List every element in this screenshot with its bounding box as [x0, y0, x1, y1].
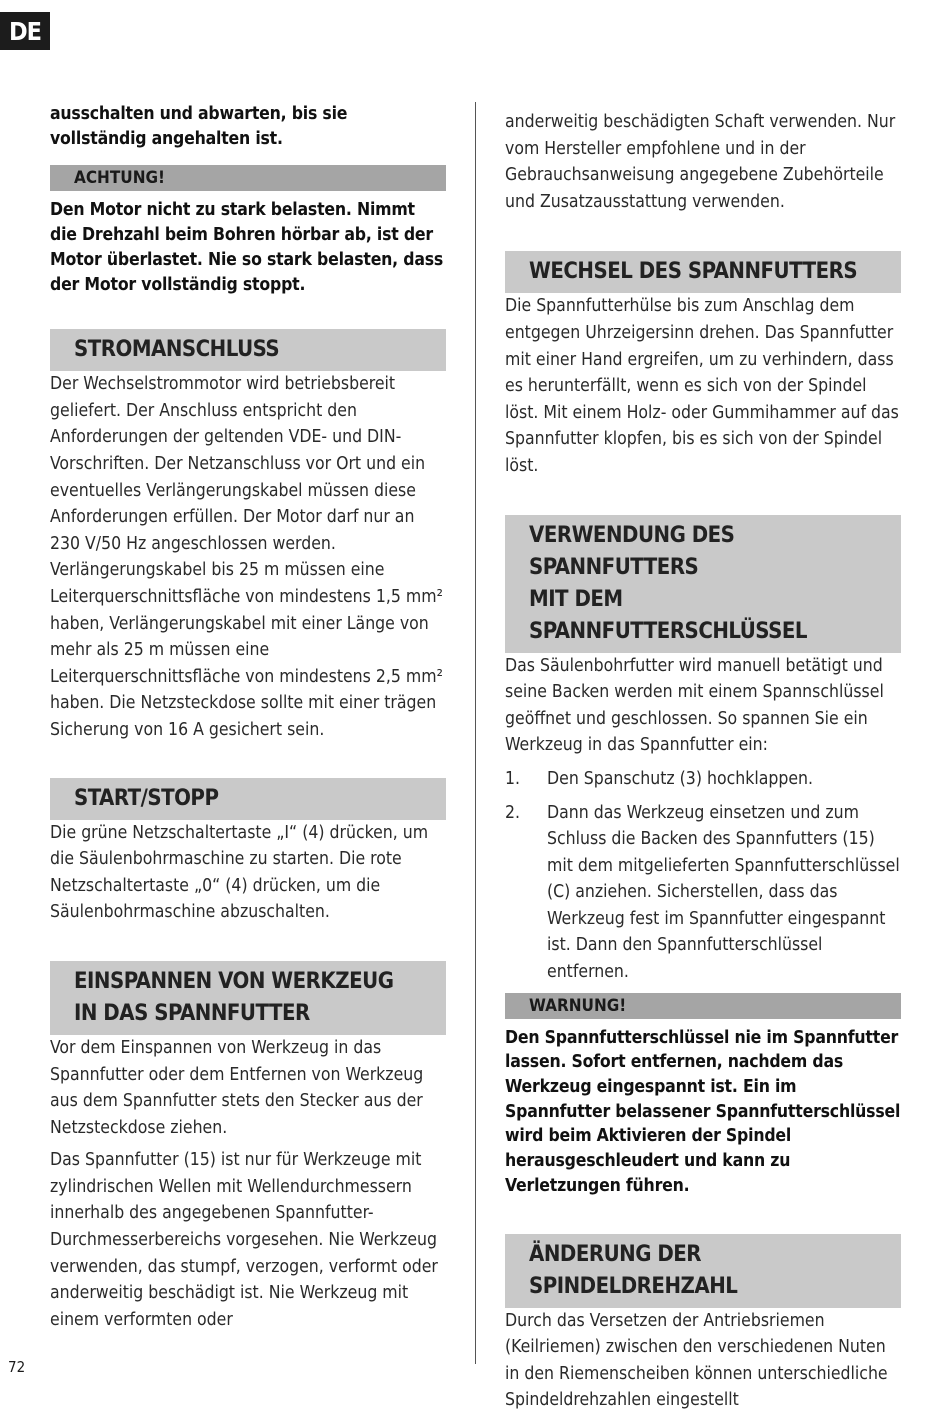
- language-tab: DE: [0, 12, 50, 50]
- continued-text: anderweitig beschädigten Schaft verwenden. Nur vom Hersteller empfohlene und in der Gebrauchsanweisung angegebene Zubehörteile und Zusatzausstattung verwenden.: [505, 112, 896, 212]
- step-text: Den Spanschutz (3) hochklappen.: [547, 768, 814, 789]
- step-number: 1.: [505, 768, 521, 789]
- column-divider: [475, 102, 476, 1364]
- aenderung-text: Durch das Versetzen der Antriebsriemen (Keilriemen) zwischen den verschiedenen Nuten in den Riemenscheiben können unterschiedliche Spindeldrehzahlen eingestellt: [505, 1310, 888, 1411]
- step-text: Dann das Werkzeug einsetzen und zum Schluss die Backen des Spannfutters (15) mit dem mitgelieferten Spannfutterschlüssel (C) anziehen. Sicherstellen, dass das Werkzeug fest im Spannfutter eingespannt ist. Dann den Spannfutterschlüssel entfernen.: [547, 802, 900, 983]
- verwendung-title-line-2: MIT DEM SPANNFUTTERSCHLÜSSEL: [529, 586, 807, 644]
- achtung-text: Den Motor nicht zu stark belasten. Nimmt die Drehzahl beim Bohren hörbar ab, ist der Motor überlastet. Nie so stark belasten, dass der Motor vollständig stoppt.: [50, 200, 444, 295]
- section-heading-aenderung: ÄNDERUNG DER SPINDELDREHZAHL: [505, 1234, 901, 1308]
- warnung-label: WARNUNG!: [505, 993, 901, 1019]
- warnung-text: Den Spannfutterschlüssel nie im Spannfutter lassen. Sofort entfernen, nachdem das Werkzeug eingespannt ist. Ein im Spannfutter belassener Spannfutterschlüssel wird beim Aktivieren der Spindel herausgeschleudert und kann zu Verletzungen führen.: [505, 1027, 901, 1196]
- verwendung-text: Das Säulenbohrfutter wird manuell betätigt und seine Backen werden mit einem Spannschlüssel geöffnet und geschlossen. So spannen Sie ein Werkzeug in das Spannfutter ein:: [505, 655, 884, 756]
- list-item: [505, 800, 901, 986]
- right-column: [505, 102, 901, 1414]
- verwendung-title-line-1: VERWENDUNG DES SPANNFUTTERS: [529, 522, 735, 580]
- section-heading-wechsel: WECHSEL DES SPANNFUTTERS: [505, 251, 901, 293]
- left-column: [50, 102, 446, 1333]
- section-heading-start-stopp: START/STOPP: [50, 778, 446, 820]
- einspannen-text-2: Das Spannfutter (15) ist nur für Werkzeuge mit zylindrischen Wellen mit Wellendurchmessern innerhalb des angegebenen Spannfutter-Durchmesserbereichs vorgesehen. Nie Werkzeug verwenden, das stumpf, verzogen, verformt oder anderweitig beschädigt ist. Nie Werkzeug mit einem verformten oder: [50, 1150, 438, 1330]
- section-heading-verwendung: [505, 515, 901, 653]
- wechsel-text: Die Spannfutterhülse bis zum Anschlag dem entgegen Uhrzeigersinn drehen. Das Spannfutter mit einer Hand ergreifen, um zu verhindern, dass es herunterfällt, wenn es sich von der Spindel löst. Mit einem Holz- oder Gummihammer auf das Spannfutter klopfen, bis es sich von der Spindel löst.: [505, 296, 899, 476]
- list-item: [505, 766, 901, 793]
- stromanschluss-text: Der Wechselstrommotor wird betriebsbereit geliefert. Der Anschluss entspricht den Anforderungen der geltenden VDE- und DIN-Vorschriften. Der Netzanschluss vor Ort und ein eventuelles Verlängerungskabel müssen diese Anforderungen erfüllen. Der Motor darf nur an 230 V/50 Hz angeschlossen werden. Verlängerungskabel bis 25 m müssen eine Leiterquerschnittsfläche von mindestens 1,5 mm² haben, Verlängerungskabel mit einer Länge von mehr als 25 m müssen eine Leiterquerschnittsfläche von mindestens 2,5 mm² haben. Die Netzsteckdose sollte mit einer trägen Sicherung von 16 A gesichert sein.: [50, 374, 443, 740]
- steps-list: [505, 766, 901, 986]
- step-number: 2.: [505, 802, 521, 823]
- section-heading-einspannen: EINSPANNEN VON WERKZEUG IN DAS SPANNFUTTER: [50, 961, 446, 1035]
- start-stopp-text: Die grüne Netzschaltertaste „I“ (4) drücken, um die Säulenbohrmaschine zu starten. Die rote Netzschaltertaste „0“ (4) drücken, um die Säulenbohrmaschine abzuschalten.: [50, 822, 429, 923]
- einspannen-text-1: Vor dem Einspannen von Werkzeug in das Spannfutter oder dem Entfernen von Werkzeug aus dem Spannfutter stets den Stecker aus der Netzsteckdose ziehen.: [50, 1037, 424, 1138]
- intro-text: ausschalten und abwarten, bis sie vollständig angehalten ist.: [50, 104, 348, 149]
- section-heading-stromanschluss: STROMANSCHLUSS: [50, 329, 446, 371]
- achtung-label: ACHTUNG!: [50, 165, 446, 191]
- page-number: 72: [8, 1358, 26, 1376]
